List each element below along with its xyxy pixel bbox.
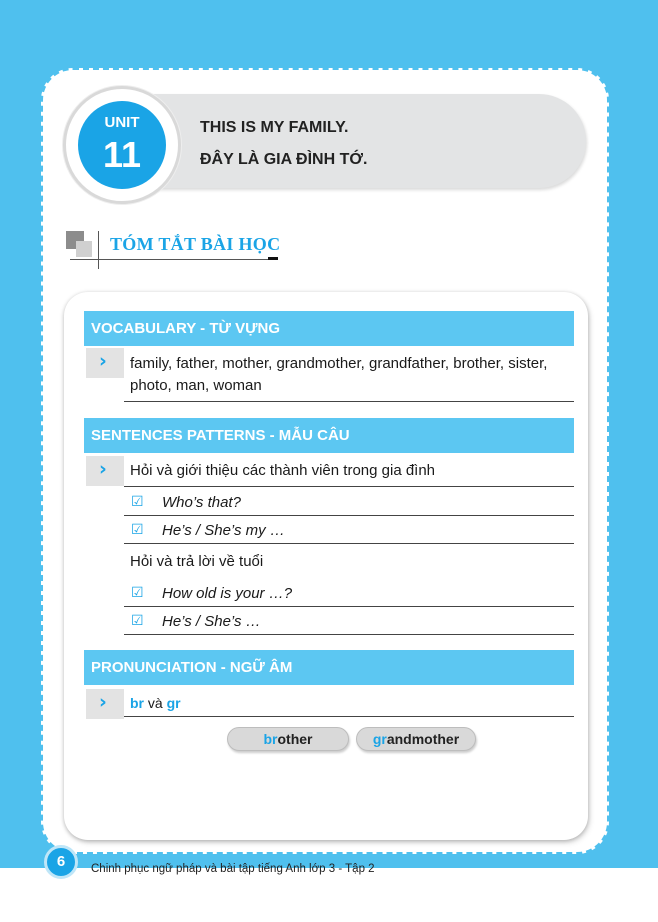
vocabulary-heading: VOCABULARY - TỪ VỰNG	[84, 311, 574, 346]
summary-divider-horizontal	[70, 259, 268, 260]
summary-divider-vertical	[98, 231, 99, 269]
sound-gr: gr	[166, 695, 181, 711]
summary-title: TÓM TẮT BÀI HỌC	[110, 234, 281, 254]
vocabulary-words-line1: family, father, mother, grandmother, grandfather, brother, sister,	[130, 355, 548, 372]
pronunciation-arrow-box	[86, 689, 124, 719]
unit-title-english: THIS IS MY FAMILY.	[200, 119, 349, 136]
checkbox-checked-icon: ☑	[131, 494, 144, 510]
unit-badge	[63, 86, 181, 204]
sound-connector: và	[144, 695, 167, 711]
sentences-rule-3	[124, 543, 574, 544]
word-highlight: gr	[372, 731, 387, 747]
sentences-rule-2	[124, 515, 574, 516]
pattern-item: He’s / She’s …	[162, 613, 261, 630]
pattern-item: How old is your …?	[162, 585, 293, 602]
page-number: 6	[44, 845, 78, 879]
pattern-item: Who’s that?	[162, 494, 241, 511]
sentences-arrow-box	[86, 456, 124, 486]
unit-label: UNIT	[104, 114, 140, 131]
summary-divider-end	[268, 257, 278, 260]
book-title: Chinh phục ngữ pháp và bài tập tiếng Anh lớp 3 - Tập 2	[91, 863, 375, 875]
word-rest: andmother	[386, 731, 460, 747]
word-pill-brother	[227, 727, 349, 751]
sentences-heading: SENTENCES PATTERNS - MẪU CÂU	[84, 418, 574, 453]
vocabulary-words-line2: photo, man, woman	[130, 377, 262, 394]
word-highlight: br	[263, 731, 278, 747]
word-rest: other	[277, 731, 313, 747]
chevron-right-icon: ›	[99, 691, 107, 713]
checkbox-checked-icon: ☑	[131, 522, 144, 538]
sound-br: br	[130, 695, 144, 711]
pronunciation-heading: PRONUNCIATION - NGỮ ÂM	[84, 650, 574, 685]
sentences-rule-1	[124, 486, 574, 487]
checkbox-checked-icon: ☑	[131, 613, 144, 629]
pattern-item: He’s / She’s my …	[162, 522, 285, 539]
unit-title-vietnamese: ĐÂY LÀ GIA ĐÌNH TỚ.	[200, 151, 368, 168]
sentences-rule-4	[124, 606, 574, 607]
chevron-right-icon: ›	[99, 458, 107, 480]
chevron-right-icon: ›	[99, 350, 107, 372]
unit-title-banner	[118, 94, 586, 188]
unit-badge-inner	[78, 101, 166, 189]
unit-number: 11	[102, 134, 142, 175]
sentences-rule-5	[124, 634, 574, 635]
summary-square-shadow-icon	[76, 241, 92, 257]
sentences-subtitle: Hỏi và trả lời về tuổi	[130, 553, 264, 570]
checkbox-checked-icon: ☑	[131, 585, 144, 601]
pronunciation-sounds	[130, 695, 181, 711]
vocabulary-arrow-box	[86, 348, 124, 378]
word-pill-grandmother	[356, 727, 476, 751]
pronunciation-rule	[124, 716, 574, 717]
vocabulary-rule	[124, 401, 574, 402]
sentences-intro: Hỏi và giới thiệu các thành viên trong gia đình	[130, 462, 436, 479]
